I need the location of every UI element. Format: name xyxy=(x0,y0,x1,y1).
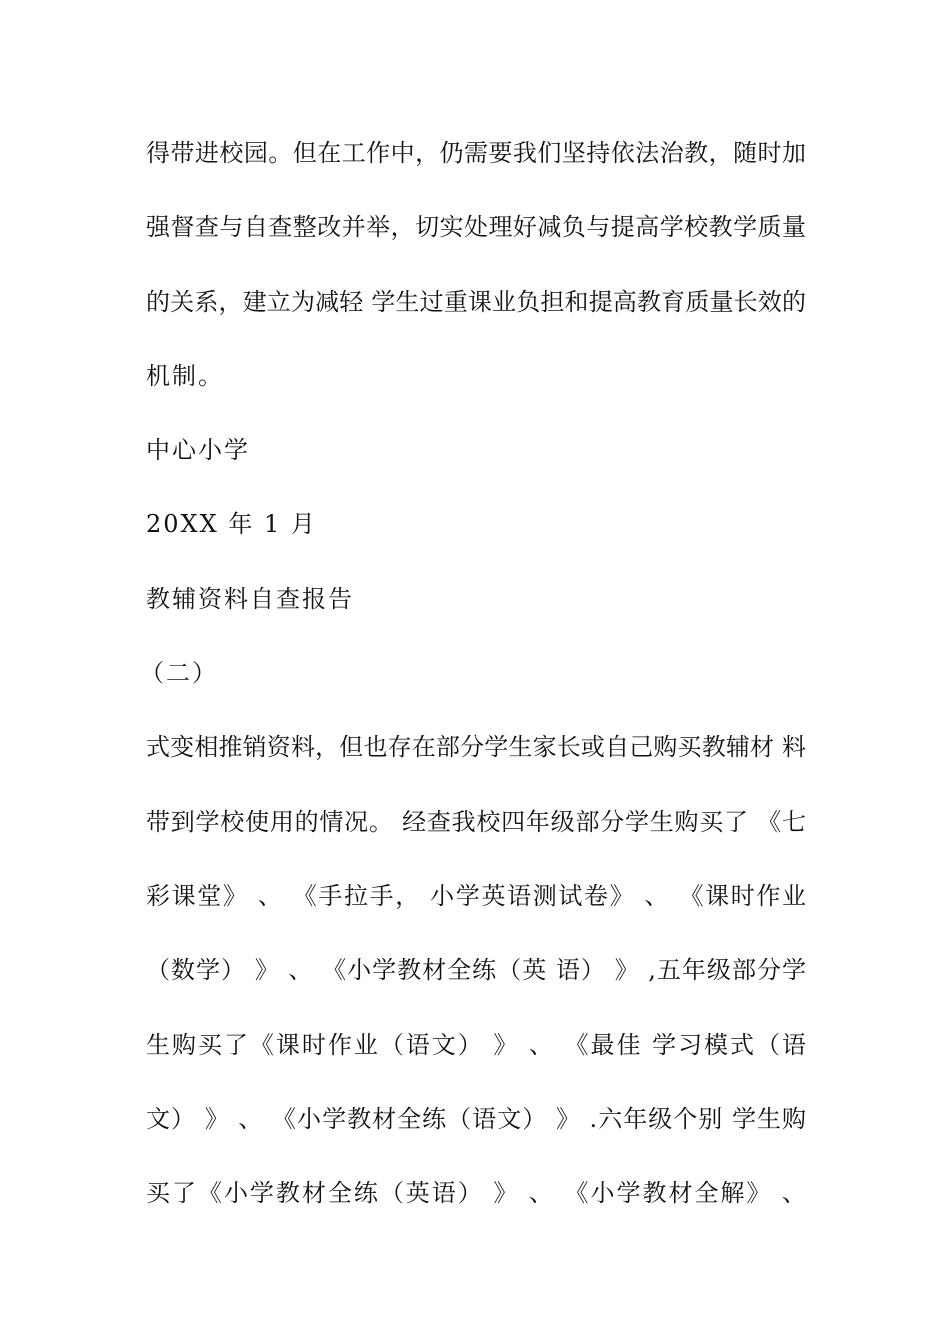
section-number: （二） xyxy=(140,659,218,687)
paragraph-2-line-2: 带到学校使用的情况。 经查我校四年级部分学生购买了 《七 xyxy=(146,808,806,836)
paragraph-2-line-7: 买了《小学教材全练（英语） 》 、 《小学教材全解》 、 xyxy=(146,1179,806,1207)
paragraph-1-line-3: 的关系，建立为减轻 学生过重课业负担和提高教育质量长效的 xyxy=(146,288,806,316)
paragraph-2-line-5: 生购买了《课时作业（语文） 》 、 《最佳 学习模式（语 xyxy=(146,1031,806,1059)
signature-organization: 中心小学 xyxy=(146,436,250,464)
paragraph-1-line-1: 得带进校园。但在工作中，仍需要我们坚持依法治教，随时加 xyxy=(146,139,806,167)
paragraph-1-line-4: 机制。 xyxy=(146,362,224,390)
report-title: 教辅资料自查报告 xyxy=(146,585,354,613)
paragraph-2-line-4: （数学） 》 、 《小学教材全练（英 语） 》 ,五年级部分学 xyxy=(146,956,806,984)
paragraph-2-line-1: 式变相推销资料，但也存在部分学生家长或自己购买教辅材 料 xyxy=(146,733,806,761)
paragraph-1-line-2: 强督查与自查整改并举，切实处理好减负与提高学校教学质量 xyxy=(146,213,806,241)
paragraph-2-line-6: 文） 》 、 《小学教材全练（语文） 》 .六年级个别 学生购 xyxy=(146,1105,806,1133)
signature-date: 20XX 年 1 月 xyxy=(146,510,317,538)
paragraph-2-line-3: 彩课堂》 、 《手拉手， 小学英语测试卷》 、 《课时作业 xyxy=(146,882,806,910)
